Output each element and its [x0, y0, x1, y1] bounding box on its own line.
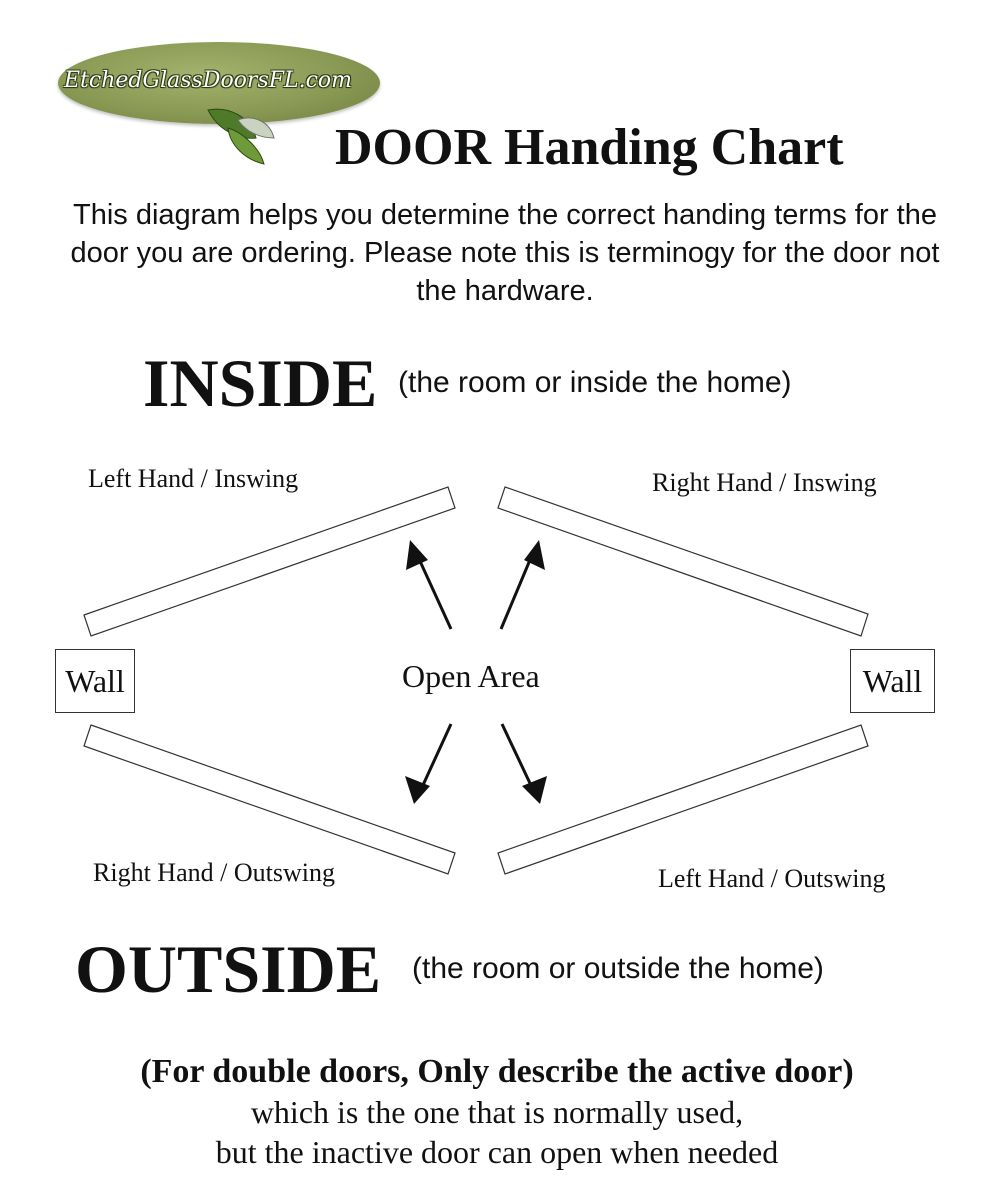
door-panel-right-inswing [498, 487, 868, 636]
footer-line-2: which is the one that is normally used, [250, 1094, 744, 1130]
wall-right: Wall [850, 649, 935, 713]
label-left-hand-inswing: Left Hand / Inswing [88, 464, 299, 493]
outside-heading: OUTSIDE [75, 931, 382, 1007]
handing-diagram [0, 440, 994, 920]
inside-note: (the room or inside the home) [398, 366, 792, 399]
label-open-area: Open Area [402, 658, 540, 694]
label-right-hand-inswing: Right Hand / Inswing [652, 468, 877, 497]
footer-note [40, 1052, 954, 1172]
door-panel-left-inswing [84, 487, 455, 636]
leaf-icon [198, 98, 278, 168]
intro-text: This diagram helps you determine the correct handing terms for the door you are ordering. Please note this is terminogy for the door not the hardware. [70, 199, 940, 307]
footer-line-3: but the inactive door can open when needed [215, 1134, 779, 1170]
inside-heading: INSIDE [143, 345, 378, 421]
label-left-hand-outswing: Left Hand / Outswing [658, 864, 886, 893]
footer-bold-line: (For double doors, Only describe the active door) [140, 1053, 854, 1090]
door-panel-right-outswing [84, 725, 455, 874]
outside-note: (the room or outside the home) [412, 952, 824, 985]
logo-text: EtchedGlassDoorsFL.com [64, 68, 353, 93]
door-panel-left-outswing [498, 725, 868, 874]
page-title: DOOR Handing Chart [335, 119, 844, 176]
label-right-hand-outswing: Right Hand / Outswing [93, 858, 335, 887]
wall-left: Wall [55, 649, 135, 713]
